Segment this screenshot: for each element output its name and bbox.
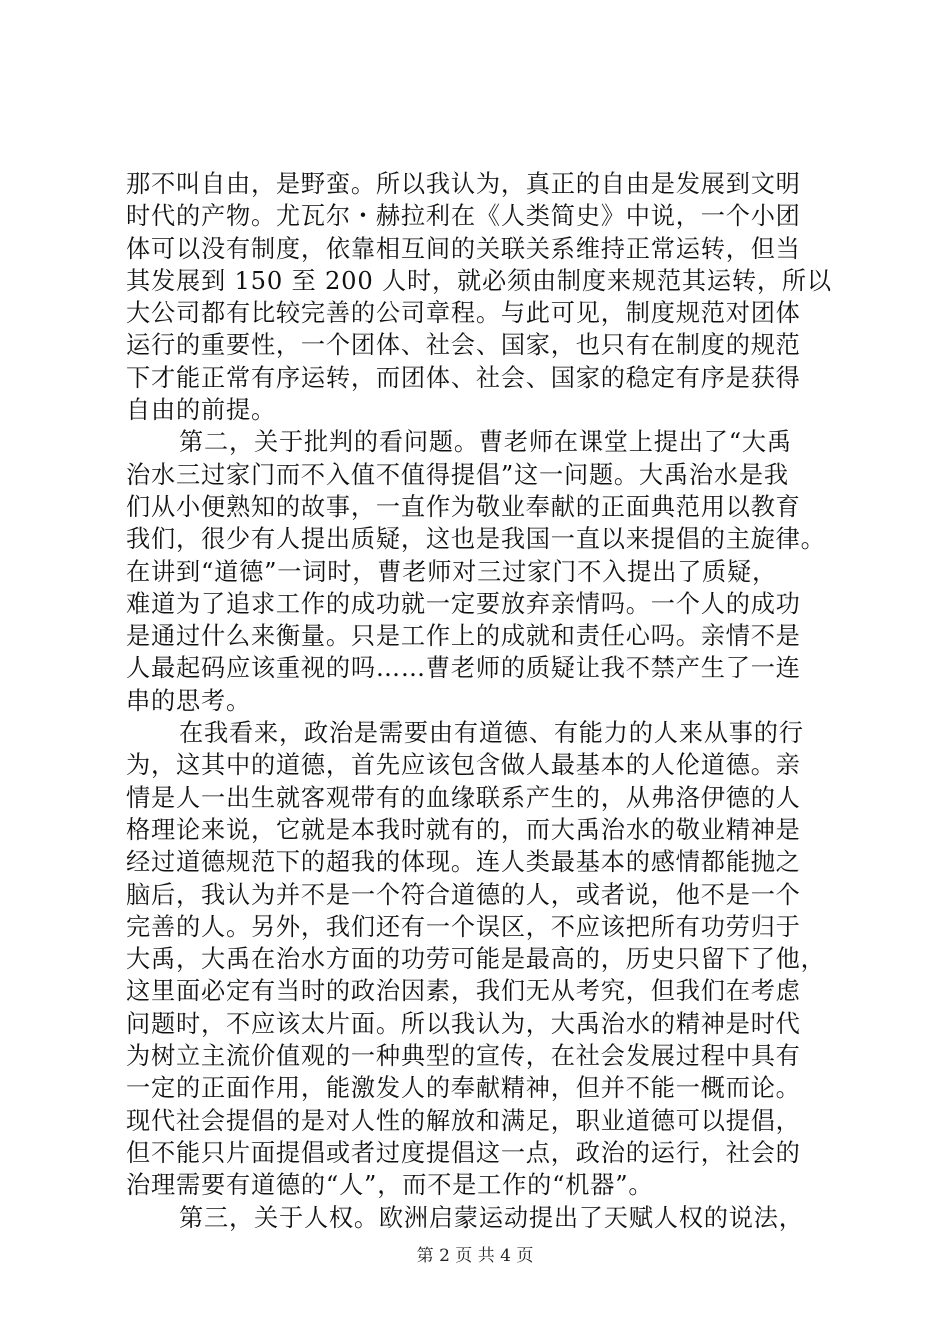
text-line: 们从小便熟知的故事，一直作为敬业奉献的正面典范用以教育 [126,492,801,521]
text-line: 人最起码应该重视的吗……曹老师的质疑让我不禁产生了一连 [126,654,801,683]
text-line: 治水三过家门而不入值不值得提倡”这一问题。大禹治水是我 [126,460,789,489]
paragraph [126,717,836,1201]
text-line: 脑后，我认为并不是一个符合道德的人，或者说，他不是一个 [126,880,801,909]
text-line: 难道为了追求工作的成功就一定要放弃亲情吗。一个人的成功 [126,589,801,618]
text-line: 我们，很少有人提出质疑，这也是我国一直以来提倡的主旋律。 [126,525,826,554]
text-line: 在讲到“道德”一词时，曹老师对三过家门不入提出了质疑， [126,557,778,586]
text-line: 第二，关于批判的看问题。曹老师在课堂上提出了“大禹 [179,428,792,457]
text-line: 时代的产物。尤瓦尔・赫拉利在《人类简史》中说，一个小团 [126,202,801,231]
text-line: 问题时，不应该太片面。所以我认为，大禹治水的精神是时代 [126,1009,801,1038]
text-line: 这里面必定有当时的政治因素，我们无从考究，但我们在考虑 [126,977,801,1006]
paragraph [126,426,836,717]
text-line: 现代社会提倡的是对人性的解放和满足，职业道德可以提倡， [126,1106,801,1135]
text-line: 大公司都有比较完善的公司章程。与此可见，制度规范对团体 [126,299,801,328]
page-footer: 第 2 页 共 4 页 [416,1246,534,1266]
text-line: 串的思考。 [126,686,251,715]
paragraph [126,1202,836,1234]
text-line: 治理需要有道德的“人”，而不是工作的“机器”。 [126,1171,654,1200]
text-line: 经过道德规范下的超我的体现。连人类最基本的感情都能抛之 [126,848,801,877]
text-line: 为，这其中的道德，首先应该包含做人最基本的人伦道德。亲 [126,751,801,780]
text-line: 体可以没有制度，依靠相互间的关联关系维持正常运转，但当 [126,234,801,263]
paragraph [126,168,836,426]
text-line: 运行的重要性，一个团体、社会、国家，也只有在制度的规范 [126,331,801,360]
text-line: 那不叫自由，是野蛮。所以我认为，真正的自由是发展到文明 [126,170,801,198]
text-line: 但不能只片面提倡或者过度提倡这一点，政治的运行，社会的 [126,1138,801,1167]
text-line: 自由的前提。 [126,396,276,425]
text-line: 大禹，大禹在治水方面的功劳可能是最高的，历史只留下了他， [126,945,826,974]
text-line: 其发展到 150 至 200 人时，就必须由制度来规范其运转，所以 [126,266,832,295]
text-line: 格理论来说，它就是本我时就有的，而大禹治水的敬业精神是 [126,815,801,844]
text-line: 第三，关于人权。欧洲启蒙运动提出了天赋人权的说法， [179,1203,804,1232]
text-line: 一定的正面作用，能激发人的奉献精神，但并不能一概而论。 [126,1074,801,1103]
text-line: 下才能正常有序运转，而团体、社会、国家的稳定有序是获得 [126,363,801,392]
text-line: 是通过什么来衡量。只是工作上的成就和责任心吗。亲情不是 [126,622,801,651]
text-line: 完善的人。另外，我们还有一个误区，不应该把所有功劳归于 [126,912,801,941]
document-body [126,168,836,1234]
text-line: 情是人一出生就客观带有的血缘联系产生的，从弗洛伊德的人 [126,783,801,812]
text-line: 在我看来，政治是需要由有道德、有能力的人来从事的行 [179,719,804,748]
text-line: 为树立主流价值观的一种典型的宣传，在社会发展过程中具有 [126,1042,801,1071]
